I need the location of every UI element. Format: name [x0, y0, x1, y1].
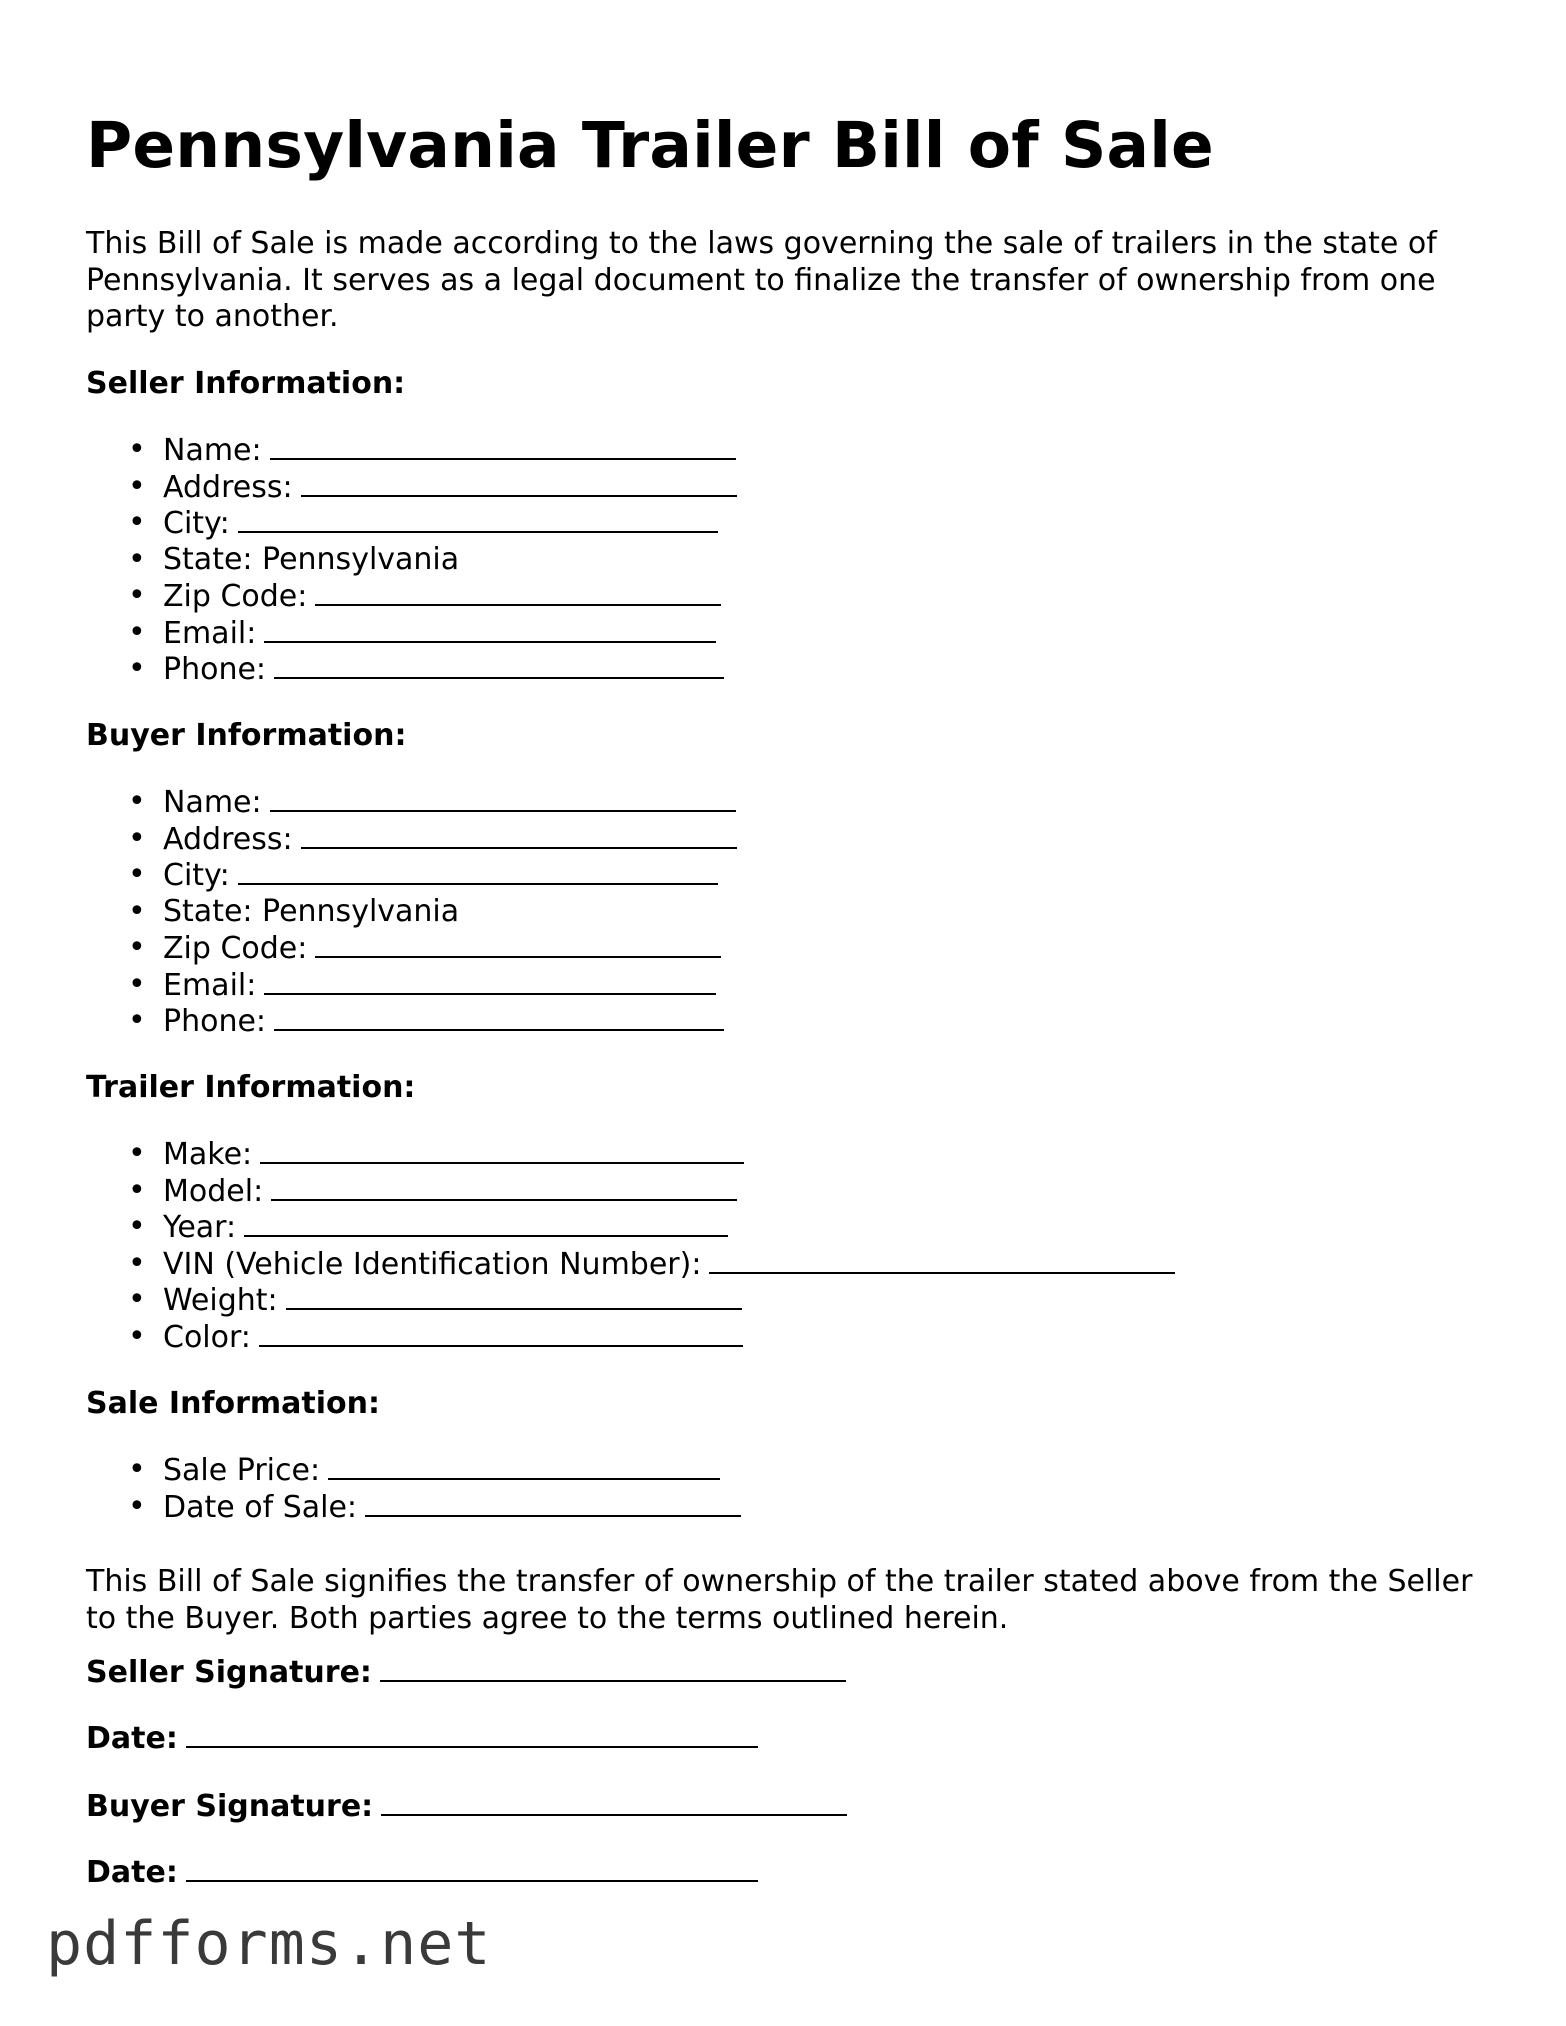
- sale-price-label: Sale Price:: [163, 1453, 321, 1488]
- seller-heading: Seller Information:: [86, 366, 406, 401]
- watermark-logo: pdfforms.net: [46, 1909, 492, 1979]
- trailer-vin-field[interactable]: [709, 1246, 1175, 1274]
- seller-date-field[interactable]: [186, 1720, 758, 1748]
- seller-phone-label: Phone:: [163, 652, 267, 687]
- sale-date-field[interactable]: [365, 1489, 741, 1517]
- bullet-icon: •: [128, 820, 146, 856]
- seller-fields-list: [86, 432, 737, 688]
- list-item: [86, 651, 737, 688]
- bullet-icon: •: [128, 1488, 146, 1524]
- bullet-icon: •: [128, 505, 146, 540]
- seller-signature-field[interactable]: [380, 1654, 846, 1682]
- trailer-heading: Trailer Information:: [86, 1070, 416, 1105]
- sale-price-field[interactable]: [328, 1452, 720, 1480]
- list-item: [86, 505, 737, 542]
- bullet-icon: •: [128, 468, 146, 504]
- seller-signature-label: Seller Signature:: [86, 1655, 372, 1690]
- seller-name-label: Name:: [163, 433, 262, 468]
- bullet-icon: •: [128, 1209, 146, 1244]
- buyer-email-field[interactable]: [264, 967, 716, 995]
- seller-email-label: Email:: [163, 615, 257, 651]
- seller-email-field[interactable]: [264, 615, 716, 643]
- buyer-zip-label: Zip Code:: [163, 931, 308, 966]
- bullet-icon: •: [128, 541, 146, 577]
- list-item: [86, 894, 737, 931]
- bullet-icon: •: [128, 1282, 146, 1317]
- list-item: [86, 578, 737, 615]
- buyer-date-label: Date:: [86, 1855, 178, 1890]
- bullet-icon: •: [128, 1136, 146, 1171]
- list-item: [86, 821, 737, 858]
- trailer-fields-list: [86, 1136, 1175, 1355]
- bullet-icon: •: [128, 651, 146, 686]
- intro-paragraph: This Bill of Sale is made according to the laws governing the sale of trailers in the state of Pennsylvania. It serves as a legal document to finalize the transfer of ownership from one party to another.: [86, 226, 1437, 334]
- bullet-icon: •: [128, 578, 146, 613]
- buyer-state-label: State: Pennsylvania: [163, 893, 460, 929]
- seller-city-field[interactable]: [238, 505, 718, 533]
- bullet-icon: •: [128, 1003, 146, 1038]
- list-item: [86, 615, 737, 652]
- list-item: [86, 1319, 1175, 1356]
- buyer-name-label: Name:: [163, 785, 262, 820]
- seller-zip-label: Zip Code:: [163, 579, 308, 614]
- list-item: [86, 1489, 741, 1526]
- trailer-color-label: Color:: [163, 1319, 251, 1355]
- trailer-weight-field[interactable]: [286, 1282, 742, 1310]
- sale-fields-list: [86, 1452, 741, 1525]
- seller-zip-field[interactable]: [315, 578, 721, 606]
- trailer-model-field[interactable]: [271, 1173, 737, 1201]
- trailer-make-label: Make:: [163, 1137, 253, 1172]
- trailer-year-label: Year:: [163, 1210, 237, 1245]
- list-item: [86, 1282, 1175, 1319]
- bullet-icon: •: [128, 893, 146, 929]
- buyer-signature-field[interactable]: [381, 1788, 847, 1816]
- bullet-icon: •: [128, 930, 146, 965]
- seller-city-label: City:: [163, 506, 230, 541]
- seller-date-label: Date:: [86, 1721, 178, 1756]
- bullet-icon: •: [128, 857, 146, 892]
- bullet-icon: •: [128, 966, 146, 1002]
- list-item: [86, 930, 737, 967]
- list-item: [86, 857, 737, 894]
- closing-paragraph: This Bill of Sale signifies the transfer of ownership of the trailer stated above from the Seller to the Buyer. Both parties agree to the terms outlined herein.: [86, 1564, 1473, 1636]
- buyer-fields-list: [86, 784, 737, 1040]
- list-item: [86, 542, 737, 579]
- seller-name-field[interactable]: [270, 432, 736, 460]
- buyer-signature-line: [86, 1788, 847, 1826]
- buyer-city-label: City:: [163, 858, 230, 893]
- buyer-phone-field[interactable]: [274, 1003, 724, 1031]
- list-item: [86, 1173, 1175, 1210]
- sale-heading: Sale Information:: [86, 1386, 380, 1421]
- list-item: [86, 1452, 741, 1489]
- buyer-heading: Buyer Information:: [86, 718, 407, 753]
- trailer-make-field[interactable]: [260, 1136, 744, 1164]
- buyer-name-field[interactable]: [270, 784, 736, 812]
- seller-state-label: State: Pennsylvania: [163, 541, 460, 577]
- bullet-icon: •: [128, 1245, 146, 1281]
- buyer-address-label: Address:: [163, 821, 293, 857]
- buyer-address-field[interactable]: [301, 821, 737, 849]
- buyer-date-line: [86, 1854, 758, 1892]
- trailer-year-field[interactable]: [244, 1209, 728, 1237]
- buyer-signature-label: Buyer Signature:: [86, 1789, 374, 1824]
- list-item: [86, 1246, 1175, 1283]
- buyer-date-field[interactable]: [186, 1854, 758, 1882]
- bullet-icon: •: [128, 1452, 146, 1487]
- seller-signature-line: [86, 1654, 846, 1692]
- trailer-vin-label: VIN (Vehicle Identification Number):: [163, 1246, 702, 1282]
- buyer-phone-label: Phone:: [163, 1004, 267, 1039]
- seller-phone-field[interactable]: [274, 651, 724, 679]
- document-title: Pennsylvania Trailer Bill of Sale: [86, 109, 1214, 182]
- seller-date-line: [86, 1720, 758, 1758]
- buyer-city-field[interactable]: [238, 857, 718, 885]
- seller-address-label: Address:: [163, 469, 293, 505]
- trailer-color-field[interactable]: [259, 1319, 743, 1347]
- bullet-icon: •: [128, 1172, 146, 1208]
- trailer-weight-label: Weight:: [163, 1283, 278, 1318]
- list-item: [86, 1136, 1175, 1173]
- list-item: [86, 784, 737, 821]
- sale-date-label: Date of Sale:: [163, 1489, 358, 1525]
- bullet-icon: •: [128, 1318, 146, 1354]
- bullet-icon: •: [128, 614, 146, 650]
- trailer-model-label: Model:: [163, 1173, 264, 1209]
- list-item: [86, 432, 737, 469]
- buyer-zip-field[interactable]: [315, 930, 721, 958]
- bullet-icon: •: [128, 784, 146, 819]
- bullet-icon: •: [128, 432, 146, 467]
- seller-address-field[interactable]: [301, 469, 737, 497]
- buyer-email-label: Email:: [163, 967, 257, 1003]
- list-item: [86, 1209, 1175, 1246]
- list-item: [86, 1003, 737, 1040]
- list-item: [86, 469, 737, 506]
- list-item: [86, 967, 737, 1004]
